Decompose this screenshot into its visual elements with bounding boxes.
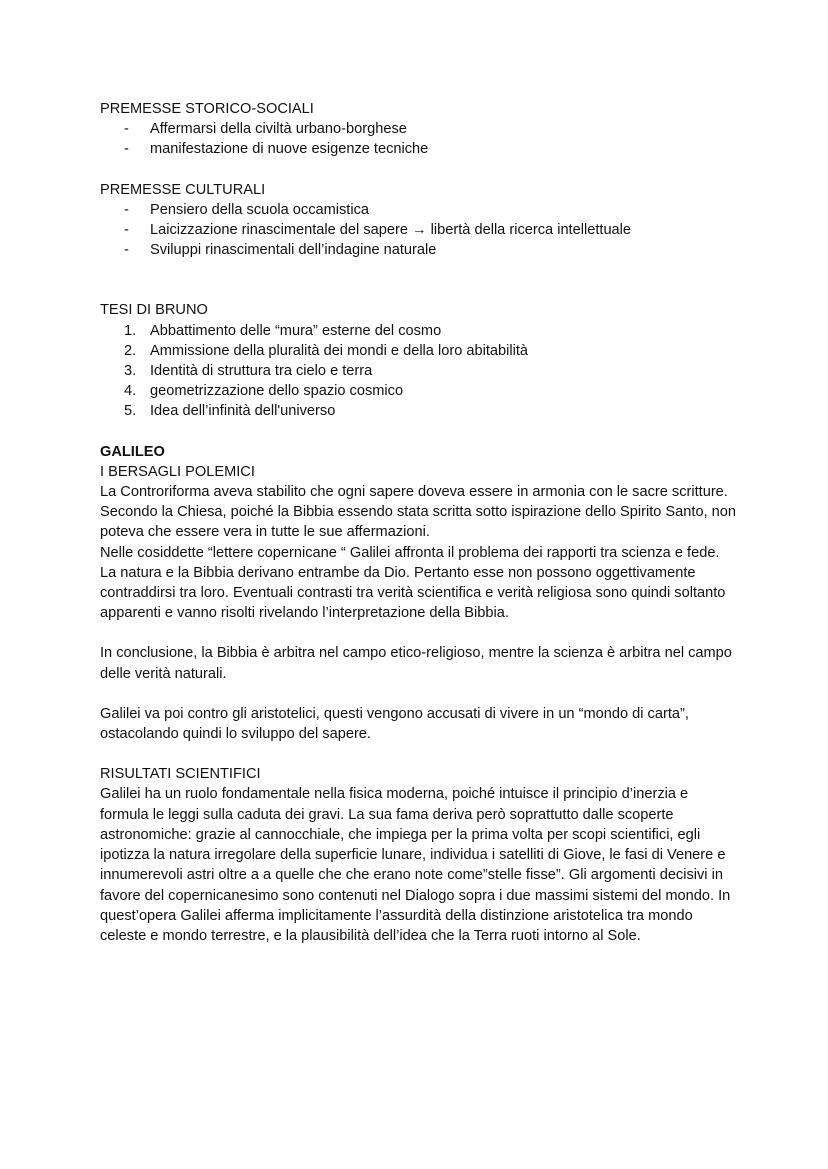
dash-marker: - [124, 121, 129, 138]
numbered-list [100, 321, 740, 422]
list-item: - Sviluppi rinascimentali dell’indagine naturale [100, 240, 740, 260]
list-item: 4. geometrizzazione dello spazio cosmico [124, 383, 404, 400]
section-title: PREMESSE CULTURALI [100, 181, 266, 198]
section-title: PREMESSE STORICO-SOCIALI [100, 101, 314, 117]
list-item: - Laicizzazione rinascimentale del sapere → libertà della ricerca intellettuale [100, 220, 740, 240]
paragraph: Nelle cosiddette “lettere copernicane “ Galilei affronta il problema dei rapporti tra scienza e fede. [100, 544, 720, 561]
section-title: TESI DI BRUNO [100, 302, 208, 319]
section-premesse-storico [100, 99, 740, 160]
dash-marker: - [124, 242, 129, 259]
list-item: 1. Abbattimento delle “mura” esterne del cosmo [124, 322, 442, 339]
list-item: 5. Idea dell’infinità dell'universo [124, 403, 336, 420]
section-title: GALILEO [100, 443, 165, 460]
subsection-title: I BERSAGLI POLEMICI [100, 463, 255, 480]
bullet-list [100, 119, 740, 159]
list-item: - Pensiero della scuola occamistica [100, 200, 740, 220]
section-tesi-bruno [100, 300, 740, 421]
paragraph: La natura e la Bibbia derivano entrambe da Dio. Pertanto esse non possono oggettivamente contraddirsi tra loro. Eventuali contrasti tra verità scientifica e verità religiosa sono quindi soltanto apparenti e vanno risolti rivelando l’interpretazione della Bibbia. [100, 564, 726, 622]
document-page [100, 99, 740, 946]
dash-marker: - [124, 141, 129, 158]
list-item: 2. Ammissione della pluralità dei mondi e della loro abitabilità [124, 342, 529, 359]
dash-marker: - [124, 201, 129, 218]
paragraph: Galilei ha un ruolo fondamentale nella fisica moderna, poiché intuisce il principio d’inerzia e formula le leggi sulla caduta dei gravi. La sua fama deriva però soprattutto dalle scoperte astronomiche: grazie al cannocchiale, che impiega per la prima volta per scopi scientifici, egli ipotizza la natura irregolare della superficie lunare, individua i satelliti di Giove, le fasi di Venere e innumerevoli astri oltre a a quelle che che erano note come”stelle fisse”. Gli argomenti decisivi in favore del copernicanesimo sono contenuti nel Dialogo sopra i due massimi sistemi del mondo. In quest’opera Galilei afferma implicitamente l’assurdità della distinzione aristotelica tra mondo celeste e mondo terrestre, e la plausibilità dell’idea che la Terra ruoti intorno al Sole. [100, 786, 731, 944]
section-risultati [100, 764, 740, 946]
dash-marker: - [124, 222, 129, 239]
paragraph: In conclusione, la Bibbia è arbitra nel campo etico-religioso, mentre la scienza è arbitra nel campo delle verità naturali. [100, 645, 732, 682]
paragraph: La Controriforma aveva stabilito che ogni sapere doveva essere in armonia con le sacre scritture. Secondo la Chiesa, poiché la Bibbia essendo stata scritta sotto ispirazione dello Spirito Santo, non poteva che essere vera in tutte le sue affermazioni. [100, 484, 737, 541]
section-title: RISULTATI SCIENTIFICI [100, 766, 261, 783]
list-item: 3. Identità di struttura tra cielo e terra [124, 363, 373, 380]
section-premesse-culturali [100, 180, 740, 261]
list-item: - manifestazione di nuove esigenze tecniche [100, 139, 740, 159]
list-item: - Affermarsi della civiltà urbano-borghese [100, 119, 740, 139]
section-galileo [100, 442, 740, 745]
paragraph: Galilei va poi contro gli aristotelici, questi vengono accusati di vivere in un “mondo di carta”, ostacolando quindi lo sviluppo del sapere. [100, 705, 689, 743]
bullet-list [100, 200, 740, 261]
